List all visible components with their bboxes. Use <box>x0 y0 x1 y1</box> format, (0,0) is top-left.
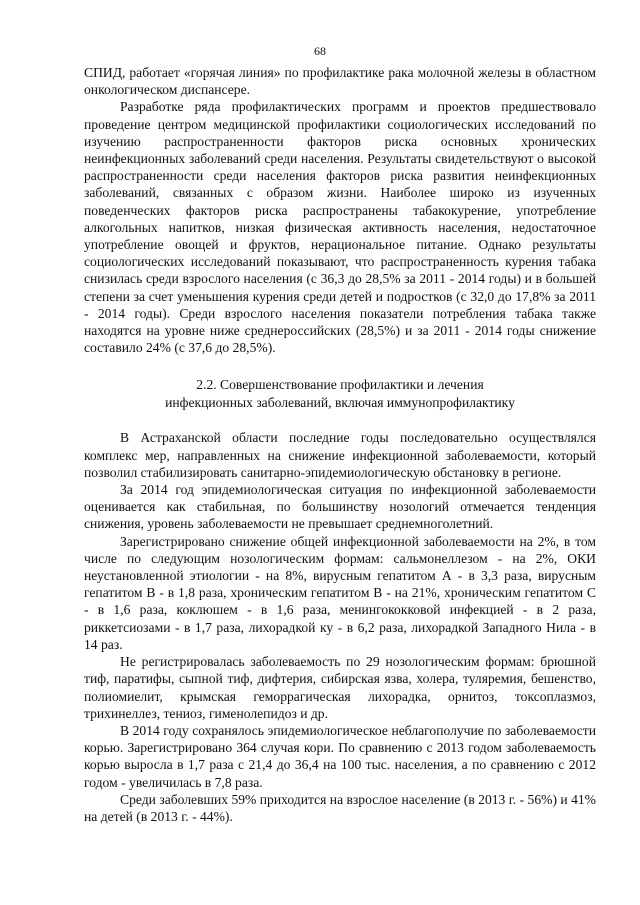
page-number: 68 <box>314 44 326 58</box>
body-text <box>84 64 596 825</box>
paragraph: За 2014 год эпидемиологическая ситуация по инфекционной заболеваемости оценивается как стабильная, по большинству нозологий отмечается тенденция снижения, уровень заболеваемости не превышает среднемноголетний. <box>84 482 596 532</box>
paragraph: В 2014 году сохранялось эпидемиологическое неблагополучие по заболеваемости корью. Зарегистрировано 364 случая кори. По сравнению с 2013 годом заболеваемость корью выросла в 1,7 раза с 21,4 до 36,4 на 100 тыс. населения, а по сравнению с 2012 годом - увеличилась в 7,8 раза. <box>84 722 596 790</box>
paragraph: В Астраханской области последние годы последовательно осуществлялся комплекс мер, направленных на снижение инфекционной заболеваемости, который позволил стабилизировать санитарно-эпидемиологическую обстановку в регионе. <box>84 430 596 480</box>
section-heading <box>84 376 596 411</box>
paragraph: Не регистрировалась заболеваемость по 29 нозологическим формам: брюшной тиф, паратифы, сыпной тиф, дифтерия, сибирская язва, холера, туляремия, бешенство, полиомиелит, крымская геморрагическая лихорадка, орнитоз, токсоплазмоз, трихинеллез, тениоз, гименолепидоз и др. <box>84 654 596 721</box>
section-heading-line-1: 2.2. Совершенствование профилактики и лечения <box>196 377 484 393</box>
section-heading-line-2: инфекционных заболеваний, включая иммунопрофилактику <box>165 394 515 410</box>
paragraph: Зарегистрировано снижение общей инфекционной заболеваемости на 2%, в том числе по следующим нозологическим формам: сальмонеллезом - на 2%, ОКИ неустановленной этиологии - на 8%, вирусным гепатитом А - в 3,3 раза, вирусным гепатитом В - в 1,8 раза, хроническим гепатитом В - на 21%, хроническим гепатитом С - в 1,6 раза, коклюшем - в 1,6 раза, менингококковой инфекцией - в 2 раза, риккетсиозами - в 1,7 раза, лихорадкой ку - в 6,2 раза, лихорадкой Западного Нила - в 14 раз. <box>84 533 596 652</box>
paragraph: Разработке ряда профилактических программ и проектов предшествовало проведение центром медицинской профилактики социологических исследований по изучению распространенности факторов риска основных хронических неинфекционных заболеваний среди населения. Результаты свидетельствуют о высокой распространенности среди населения факторов риска развития неинфекционных заболеваний, связанных с образом жизни. Наиболее широко из изученных поведенческих факторов риска распространены табакокурение, употребление алкогольных напитков, низкая физическая активность населения, недостаточное употребление овощей и фруктов, нерациональное питание. Однако результаты социологических исследований показывают, что распространенность курения табака снизилась среди взрослого населения (с 36,3 до 28,5% за 2011 - 2014 годы) и в большей степени за счет уменьшения курения среди детей и подростков (с 32,0 до 17,8% за 2011 - 2014 годы). Среди взрослого населения показатели потребления табака также находятся на уровне ниже среднероссийских (28,5%) и за 2011 - 2014 годы снижение составило 24% (с 37,6 до 28,5%). <box>84 99 596 356</box>
paragraph: Среди заболевших 59% приходится на взрослое население (в 2013 г. - 56%) и 41% на детей (в 2013 г. - 44%). <box>84 791 596 824</box>
paragraph: СПИД, работает «горячая линия» по профилактике рака молочной железы в областном онкологическом диспансере. <box>84 65 596 98</box>
